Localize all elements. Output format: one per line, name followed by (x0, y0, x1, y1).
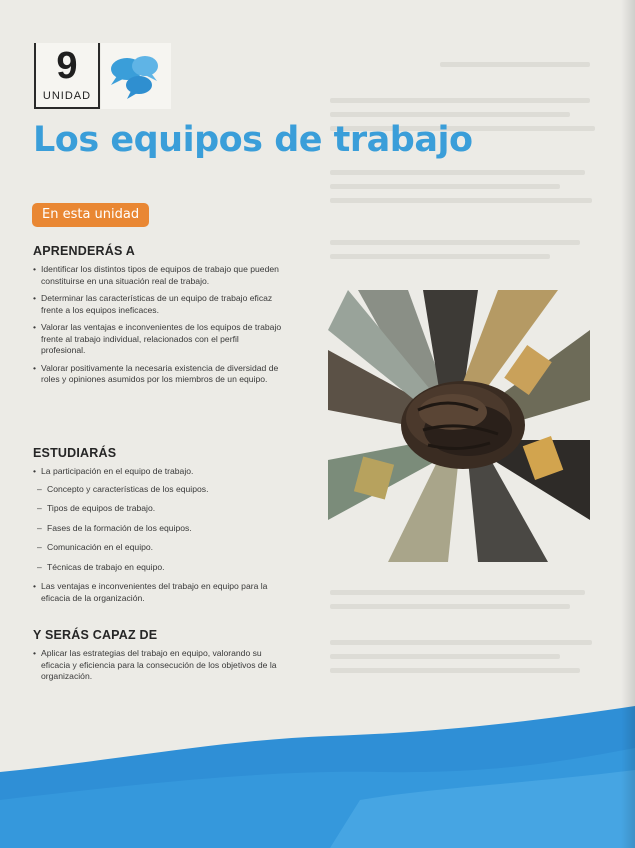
unit-label: UNIDAD (42, 90, 92, 102)
list-item: • Aplicar las estrategias del trabajo en equipo, valorando su eficacia y eficiencia para la consecución de los objetivos de la organización. (33, 648, 283, 683)
section-heading: APRENDERÁS A (33, 244, 135, 258)
section-seras-capaz (33, 628, 283, 689)
list-item: • La participación en el equipo de trabajo. (33, 466, 283, 478)
list-item: – Comunicación en el equipo. (33, 542, 283, 554)
speech-bubbles-icon (101, 43, 171, 109)
section-heading: Y SERÁS CAPAZ DE (33, 628, 158, 642)
list-item: • Determinar las características de un equipo de trabajo eficaz frente a los equipos ineficaces. (33, 293, 283, 316)
section-badge: En esta unidad (32, 203, 149, 227)
list-item: – Tipos de equipos de trabajo. (33, 503, 283, 515)
list-item: – Concepto y características de los equipos. (33, 484, 283, 496)
list-item: • Valorar las ventajas e inconvenientes de los equipos de trabajo frente al trabajo individual, relacionados con el perfil profesional. (33, 322, 283, 357)
unit-number-box (34, 43, 100, 109)
page-edge-shadow (621, 0, 635, 848)
unit-number: 9 (56, 45, 78, 87)
list-item: – Técnicas de trabajo en equipo. (33, 562, 283, 574)
section-estudiaras (33, 446, 283, 610)
section-heading: ESTUDIARÁS (33, 446, 117, 460)
stacked-hands-photo (328, 290, 590, 562)
page-title: Los equipos de trabajo (33, 120, 473, 160)
list-item: – Fases de la formación de los equipos. (33, 523, 283, 535)
list-item: • Las ventajas e inconvenientes del trabajo en equipo para la eficacia de la organización. (33, 581, 283, 604)
list-item: • Identificar los distintos tipos de equipos de trabajo que pueden constituirse en una situación real de trabajo. (33, 264, 283, 287)
list-item: • Valorar positivamente la necesaria existencia de diversidad de roles y opiniones asumidos por los miembros de un equipo. (33, 363, 283, 386)
unit-icon-box (101, 43, 171, 109)
decorative-wave (0, 700, 635, 848)
section-aprenderas (33, 244, 283, 392)
